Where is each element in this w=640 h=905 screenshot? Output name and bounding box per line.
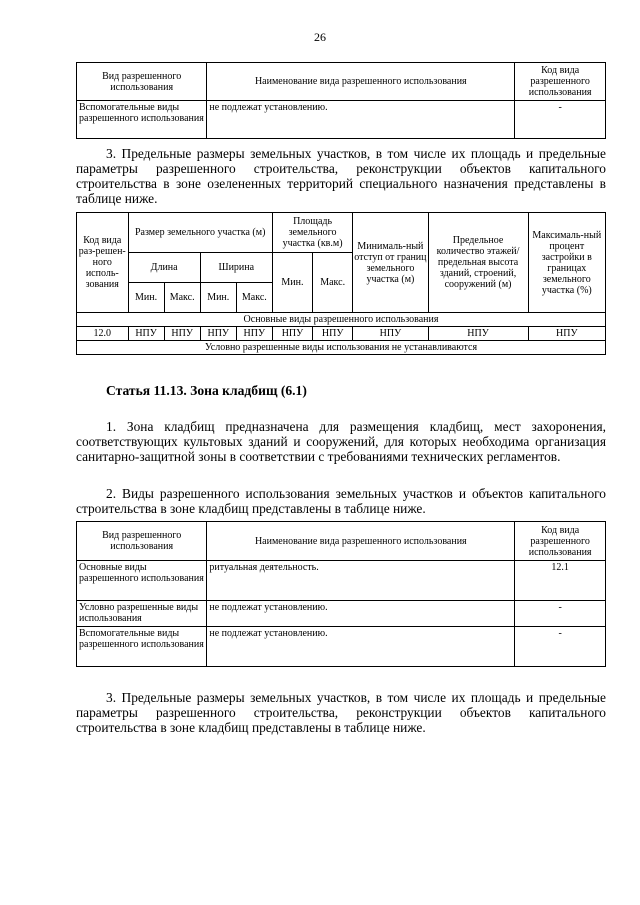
cell-use-code: - (515, 601, 606, 627)
table-header-row (77, 522, 606, 561)
cell-use-code: - (515, 627, 606, 667)
page-number: 26 (314, 30, 326, 44)
cell-area-max: НПУ (313, 327, 353, 341)
cell-area-min: НПУ (272, 327, 312, 341)
header-plot-area: Площадь земельного участка (кв.м) (272, 213, 352, 253)
article-heading: Статья 11.13. Зона кладбищ (6.1) (106, 383, 307, 398)
paragraph-limits-green-zone: 3. Предельные размеры земельных участков, в том числе их площадь и предельные параметры разрешенного строительства, реконструкции объектов капитального строительства в зоне озелененных территорий специального назначения представлены в таблице ниже. (76, 146, 606, 206)
header-max-floors: Предельное количество этажей/ предельная высота зданий, строений, сооружений (м) (428, 213, 528, 313)
header-use-code: Код вида разрешенного использования (515, 63, 606, 101)
table-header-row (77, 63, 606, 101)
cell-length-max: НПУ (164, 327, 200, 341)
table-parameters-green-zone (76, 212, 606, 355)
header-use-name: Наименование вида разрешенного использования (207, 522, 515, 561)
header-min-setback: Минималь-ный отступ от границ земельного участка (м) (353, 213, 428, 313)
header-length-min: Мин. (128, 283, 164, 313)
header-use-name: Наименование вида разрешенного использования (207, 63, 515, 101)
header-area-max: Макс. (313, 253, 353, 313)
header-length-max: Макс. (164, 283, 200, 313)
header-max-coverage: Максималь-ный процент застройки в границах земельного участка (%) (528, 213, 605, 313)
section-row-conditional (77, 341, 606, 355)
header-code: Код вида раз-решен-ного исполь-зования (77, 213, 129, 313)
header-use-type: Вид разрешенного использования (77, 522, 207, 561)
cell-use-code: - (515, 101, 606, 139)
table-row (77, 627, 606, 667)
cell-width-min: НПУ (200, 327, 236, 341)
header-use-type: Вид разрешенного использования (77, 63, 207, 101)
cell-coverage: НПУ (528, 327, 605, 341)
cell-use-name: не подлежат установлению. (207, 601, 515, 627)
cell-use-type: Вспомогательные виды разрешенного использования (77, 627, 207, 667)
table-permitted-uses-cemetery (76, 521, 606, 667)
header-width-min: Мин. (200, 283, 236, 313)
paragraph-limits-cemetery: 3. Предельные размеры земельных участков, в том числе их площадь и предельные параметры разрешенного строительства, реконструкции объектов капитального строительства в зоне кладбищ представлены в таблице ниже. (76, 690, 606, 735)
table-row (77, 601, 606, 627)
table-permitted-uses-green-zone (76, 62, 606, 139)
header-length: Длина (128, 253, 200, 283)
cell-length-min: НПУ (128, 327, 164, 341)
cell-setback: НПУ (353, 327, 428, 341)
table-row (77, 101, 606, 139)
header-width-max: Макс. (236, 283, 272, 313)
section-row-main (77, 313, 606, 327)
header-use-code: Код вида разрешенного использования (515, 522, 606, 561)
cell-use-type: Основные виды разрешенного использования (77, 561, 207, 601)
table-row (77, 327, 606, 341)
cell-code: 12.0 (77, 327, 129, 341)
cell-use-type: Условно разрешенные виды использования (77, 601, 207, 627)
cell-use-name: ритуальная деятельность. (207, 561, 515, 601)
table-row (77, 561, 606, 601)
section-main-uses: Основные виды разрешенного использования (77, 313, 606, 327)
cell-use-code: 12.1 (515, 561, 606, 601)
paragraph-cemetery-uses: 2. Виды разрешенного использования земельных участков и объектов капитального строительства в зоне кладбищ представлены в таблице ниже. (76, 486, 606, 516)
header-plot-size: Размер земельного участка (м) (128, 213, 272, 253)
cell-use-type: Вспомогательные виды разрешенного использования (77, 101, 207, 139)
paragraph-cemetery-purpose: 1. Зона кладбищ предназначена для размещения кладбищ, мест захоронения, соответствующих культовых зданий и сооружений, для которых необходима организация санитарно-защитной зоны в соответствии с требованиями технических регламентов. (76, 419, 606, 464)
header-area-min: Мин. (272, 253, 312, 313)
cell-use-name: не подлежат установлению. (207, 627, 515, 667)
cell-width-max: НПУ (236, 327, 272, 341)
section-conditional-uses: Условно разрешенные виды использования не устанавливаются (77, 341, 606, 355)
cell-floors: НПУ (428, 327, 528, 341)
header-width: Ширина (200, 253, 272, 283)
cell-use-name: не подлежат установлению. (207, 101, 515, 139)
